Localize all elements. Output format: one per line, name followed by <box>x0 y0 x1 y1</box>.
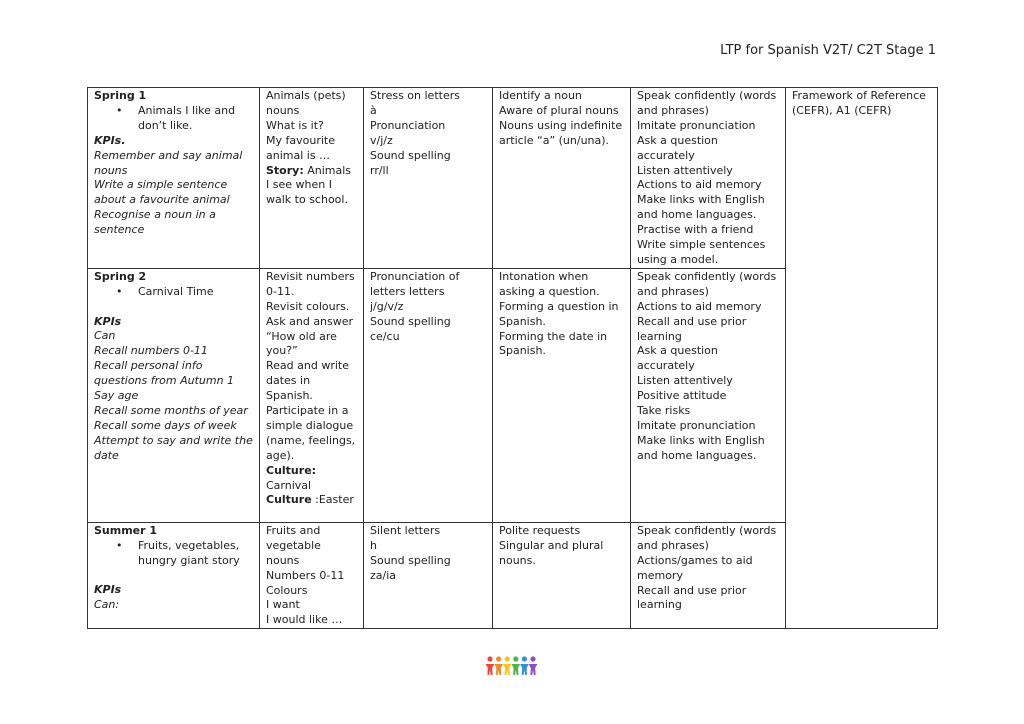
topic-bullet <box>94 104 253 134</box>
vocab-line: Participate in a simple dialogue (name, feelings, age). <box>266 404 356 462</box>
term-cell <box>88 522 260 628</box>
vocab-line: I want <box>266 598 300 612</box>
topic-text: Fruits, vegetables, hungry giant story <box>138 538 240 567</box>
logo-figure-head <box>487 656 492 661</box>
term-cell <box>88 268 260 522</box>
culture-text: :Easter <box>311 493 354 507</box>
culture-label: Culture <box>266 493 312 507</box>
grammar-line: Singular and plural nouns. <box>499 538 604 567</box>
phonics-cell <box>364 88 493 269</box>
term-title: Spring 2 <box>94 269 147 283</box>
term-title: Spring 1 <box>94 89 147 102</box>
vocab-line: Colours <box>266 583 308 597</box>
grammar-cell <box>493 268 631 522</box>
kpi-item: Say age <box>94 389 139 403</box>
kpi-heading: KPIs <box>94 583 122 597</box>
phonics-line: za/ia <box>370 568 397 582</box>
phonics-line: à <box>370 103 377 117</box>
vocab-line: Animals (pets) nouns <box>266 89 346 117</box>
skill-line: Write simple sentences using a model. <box>637 238 766 266</box>
grammar-cell <box>493 522 631 628</box>
skill-line: Take risks <box>637 404 691 418</box>
phonics-cell <box>364 268 493 522</box>
skill-line: Imitate pronunciation <box>637 418 756 432</box>
skill-line: Actions/games to aid memory <box>637 553 753 582</box>
kpi-item: Attempt to say and write the date <box>94 433 253 462</box>
phonics-line: rr/ll <box>370 163 389 177</box>
logo-figure-body <box>494 664 503 675</box>
kpi-item: Recall some months of year <box>94 404 248 418</box>
skill-line: Speak confidently (words and phrases) <box>637 269 777 298</box>
grammar-cell <box>493 88 631 269</box>
logo-figure-body <box>520 664 529 675</box>
grammar-line: Polite requests <box>499 523 581 537</box>
logo-figure-head <box>522 656 527 661</box>
vocab-line: Revisit numbers 0-11. <box>266 269 355 298</box>
skill-line: Speak confidently (words and phrases) <box>637 523 777 552</box>
skill-line: Positive attitude <box>637 389 727 403</box>
children-logo-icon <box>486 655 538 679</box>
skill-line: Make links with English and home languages. <box>637 433 765 462</box>
kpi-item: Write a simple sentence about a favourite animal <box>94 178 230 207</box>
kpi-item: Recognise a noun in a sentence <box>94 208 216 237</box>
logo-figure-body <box>512 664 521 675</box>
phonics-line: Sound spelling <box>370 314 451 328</box>
skill-line: Make links with English and home languages. <box>637 193 765 222</box>
logo-figure-head <box>513 656 518 661</box>
topic-text: Animals I like and don’t like. <box>138 103 236 132</box>
kpi-heading: KPIs. <box>94 133 126 147</box>
skill-line: Recall and use prior learning <box>637 314 747 343</box>
culture-line <box>266 493 357 508</box>
story-label: Story: <box>266 163 304 177</box>
skills-cell <box>631 522 786 628</box>
phonics-line: j/g/v/z <box>370 299 404 313</box>
skills-cell <box>631 268 786 522</box>
phonics-line: ce/cu <box>370 329 400 343</box>
term-cell <box>88 88 260 269</box>
table-row <box>88 88 938 269</box>
skills-cell <box>631 88 786 269</box>
skill-line: Listen attentively <box>637 374 733 388</box>
phonics-line: Stress on letters <box>370 89 460 102</box>
vocab-line: Revisit colours. <box>266 299 350 313</box>
story-line <box>266 164 357 209</box>
culture-text: Carnival <box>266 478 312 492</box>
logo-figure-head <box>530 656 535 661</box>
phonics-line: Sound spelling <box>370 148 451 162</box>
framework-text: Framework of Reference (CEFR), A1 (CEFR) <box>792 89 926 117</box>
vocab-line: I would like … <box>266 613 343 627</box>
skill-line: Speak confidently (words and phrases) <box>637 89 777 117</box>
grammar-line: Forming a question in Spanish. <box>499 299 619 328</box>
story-text: Animals I see when I walk to school. <box>266 163 352 207</box>
skill-line: Actions to aid memory <box>637 299 762 313</box>
vocab-line: What is it? <box>266 118 324 132</box>
skill-line: Practise with a friend <box>637 223 754 237</box>
logo-figure-body <box>486 664 494 675</box>
vocabulary-cell <box>260 268 364 522</box>
vocab-line: Ask and answer “How old are you?” <box>266 314 354 358</box>
grammar-line: Forming the date in Spanish. <box>499 329 608 358</box>
phonics-line: Pronunciation <box>370 118 446 132</box>
kpi-item: Remember and say animal nouns <box>94 148 243 177</box>
grammar-line: Identify a noun <box>499 89 582 102</box>
phonics-line: Sound spelling <box>370 553 451 567</box>
skill-line: Listen attentively <box>637 163 733 177</box>
culture-label: Culture: <box>266 463 317 477</box>
spacer <box>94 569 253 584</box>
vocab-line: Fruits and vegetable nouns <box>266 523 321 567</box>
bullet-icon: • <box>116 538 123 552</box>
vocab-line: My favourite animal is … <box>266 133 335 162</box>
vocab-line: Numbers 0-11 <box>266 568 345 582</box>
kpi-item: Recall numbers 0-11 <box>94 344 208 358</box>
document-header: LTP for Spanish V2T/ C2T Stage 1 <box>720 43 936 58</box>
kpi-item: Can <box>94 329 116 343</box>
phonics-cell <box>364 522 493 628</box>
bullet-icon: • <box>116 284 123 298</box>
grammar-line: Nouns using indefinite article “a” (un/una). <box>499 118 623 147</box>
kpi-item: Can: <box>94 598 120 612</box>
logo-figure-body <box>529 664 538 675</box>
skill-line: Imitate pronunciation <box>637 118 756 132</box>
topic-text: Carnival Time <box>138 284 214 298</box>
logo-figure-head <box>496 656 501 661</box>
skill-line: Ask a question accurately <box>637 133 718 162</box>
phonics-line: Pronunciation of letters letters <box>370 269 460 298</box>
long-term-plan-table <box>87 87 938 629</box>
skill-line: Ask a question accurately <box>637 344 718 373</box>
skill-line: Recall and use prior learning <box>637 583 747 612</box>
vocab-line: Read and write dates in Spanish. <box>266 359 349 403</box>
vocabulary-cell <box>260 88 364 269</box>
kpi-item: Recall some days of week <box>94 418 237 432</box>
logo-figure-body <box>503 664 512 675</box>
spacer <box>94 300 253 315</box>
grammar-line: Aware of plural nouns <box>499 103 619 117</box>
logo-figure-head <box>505 656 510 661</box>
grammar-line: Intonation when asking a question. <box>499 269 600 298</box>
skill-line: Actions to aid memory <box>637 178 762 192</box>
topic-bullet <box>94 539 253 569</box>
kpi-item: Recall personal info questions from Autumn 1 <box>94 359 235 388</box>
phonics-line: v/j/z <box>370 133 393 147</box>
vocabulary-cell <box>260 522 364 628</box>
topic-bullet <box>94 285 253 300</box>
term-title: Summer 1 <box>94 523 158 537</box>
bullet-icon: • <box>116 103 123 117</box>
framework-cell <box>786 88 938 629</box>
phonics-line: h <box>370 538 377 552</box>
kpi-heading: KPIs <box>94 314 122 328</box>
phonics-line: Silent letters <box>370 523 441 537</box>
